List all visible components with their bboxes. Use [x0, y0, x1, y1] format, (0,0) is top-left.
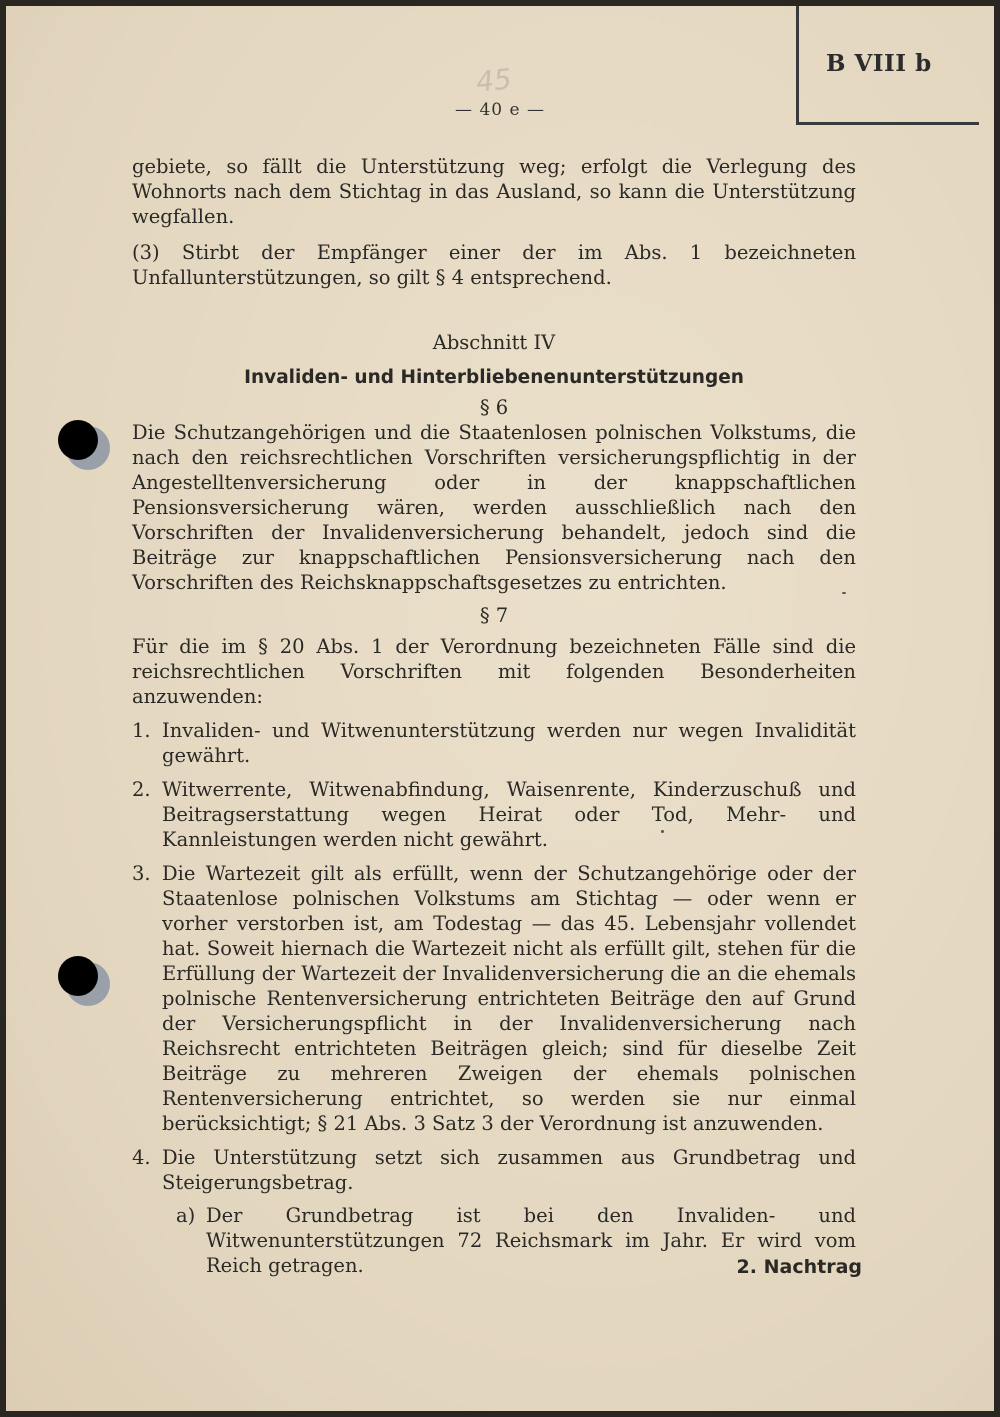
page-number: — 40 e — — [455, 100, 545, 120]
list-item-number: 2. — [132, 778, 151, 801]
list-item-text: Die Unterstützung setzt sich zusammen aus Grundbetrag und Steigerungsbetrag. — [162, 1146, 856, 1194]
list-item-text: Invaliden- und Witwenunterstützung werden nur wegen Invalidität gewährt. — [162, 719, 856, 767]
punch-hole-bottom — [58, 956, 98, 996]
section-title: Abschnitt IV — [432, 331, 556, 354]
list-item-text: Witwerrente, Witwenabfindung, Waisenrente, Kinderzuschuß und Beitragserstattung wegen Heirat oder Tod, Mehr- und Kannleistungen werden nicht gewährt. — [162, 778, 856, 851]
classification-stamp: B VIII b — [826, 50, 932, 77]
paragraph-sign-7: § 7 — [479, 604, 509, 627]
document-page — [6, 6, 994, 1411]
paragraph-7-text: Für die im § 20 Abs. 1 der Verordnung bezeichneten Fälle sind die reichsrechtlichen Vorschriften mit folgenden Besonderheiten anzuwenden: — [132, 635, 856, 708]
document-body — [132, 154, 856, 1278]
list-item — [132, 777, 856, 852]
list-item — [132, 1145, 856, 1195]
list-item-number: 1. — [132, 719, 151, 742]
punch-hole-top — [58, 420, 98, 460]
supplement-label: 2. Nachtrag — [736, 1256, 862, 1278]
list-item-text: Die Wartezeit gilt als erfüllt, wenn der Schutzangehörige oder der Staatenlose polnischen Volkstums am Stichtag — oder wenn er vorher verstorben ist, am Todestag — das 45. Lebensjahr vollendet hat. Soweit hiernach die Wartezeit nicht als erfüllt gilt, stehen für die Erfüllung der Wartezeit der Invalidenversicherung die an die ehemals polnische Rentenversicherung entrichteten Beiträge den auf Grund der Versicherungspflicht in der Invalidenversicherung nach Reichsrecht entrichteten Beiträgen gleich; sind für dieselbe Zeit Beiträge zu mehreren Zweigen der ehemals polnischen Rentenversicherung entrichtet, so werden sie nur einmal berücksichtigt; § 21 Abs. 3 Satz 3 der Verordnung ist anzuwenden. — [162, 862, 856, 1135]
sub-list-item-letter: a) — [176, 1204, 196, 1227]
paragraph-sign-6: § 6 — [479, 396, 509, 419]
paragraph-6-text: Die Schutzangehörigen und die Staatenlosen polnischen Volkstums, die nach den reichsrechtlichen Vorschriften versicherungspflichtig in der Angestelltenversicherung oder in der knappschaftlichen Pensionsversicherung wären, werden ausschließlich nach den Vorschriften der Invalidenversicherung behandelt, jedoch sind die Beiträge zur knappschaftlichen Pensionsversicherung nach den Vorschriften des Reichsknappschaftsgesetzes zu entrichten. — [132, 421, 856, 594]
paragraph-3: (3) Stirbt der Empfänger einer der im Abs. 1 bezeichneten Unfallunterstützungen, so gilt § 4 entsprechend. — [132, 241, 856, 289]
list-item — [132, 861, 856, 1136]
sub-list-item-text: Der Grundbetrag ist bei den Invaliden- und Witwenunterstützungen 72 Reichsmark im Jahr. Er wird vom Reich getragen. — [206, 1204, 856, 1277]
list-item-number: 4. — [132, 1146, 151, 1169]
list-item — [132, 718, 856, 768]
pencil-annotation: 45 — [474, 62, 514, 99]
list-item-number: 3. — [132, 862, 151, 885]
paragraph-continued: gebiete, so fällt die Unterstützung weg; erfolgt die Verlegung des Wohnorts nach dem Stichtag in das Ausland, so kann die Unterstützung wegfallen. — [132, 155, 856, 228]
section-subtitle: Invaliden- und Hinterbliebenenunterstützungen — [244, 367, 744, 388]
